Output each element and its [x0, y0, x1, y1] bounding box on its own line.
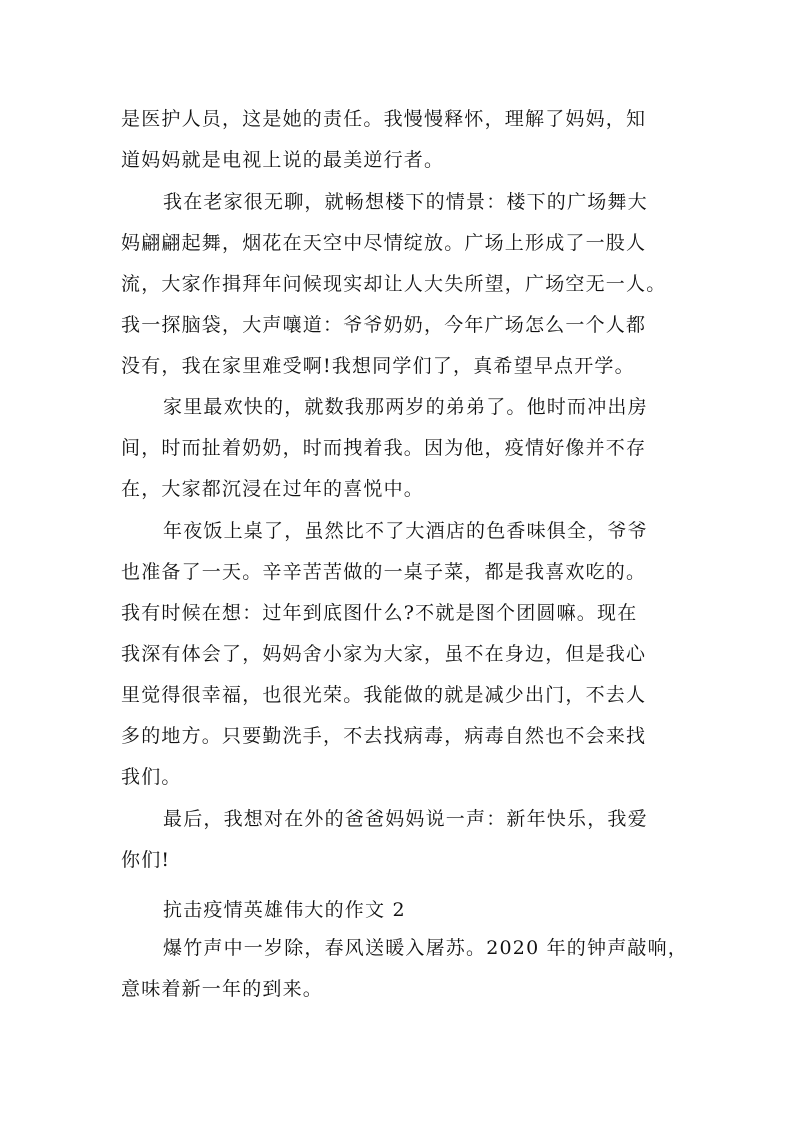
text-line: 你们!	[121, 849, 171, 871]
text-line: 意味着新一年的到来。	[121, 978, 324, 1000]
section-heading: 抗击疫情英雄伟大的作文 2	[163, 899, 406, 921]
text-line: 最后，我想对在外的爸爸妈妈说一声：新年快乐，我爱	[163, 808, 648, 830]
text-line: 我在老家很无聊，就畅想楼下的情景：楼下的广场舞大	[163, 191, 648, 213]
text-line: 年夜饭上桌了，虽然比不了大酒店的色香味俱全，爷爷	[163, 520, 648, 542]
text-line: 里觉得很幸福，也很光荣。我能做的就是减少出门，不去人	[121, 684, 647, 706]
text-line: 我一探脑袋，大声嚷道：爷爷奶奶，今年广场怎么一个人都	[121, 314, 647, 336]
text-line: 是医护人员，这是她的责任。我慢慢释怀，理解了妈妈，知	[121, 108, 647, 130]
text-line: 流，大家作揖拜年问候现实却让人大失所望，广场空无一人。	[121, 273, 667, 295]
text-line: 我深有体会了，妈妈舍小家为大家，虽不在身边，但是我心	[121, 643, 647, 665]
text-line: 在，大家都沉浸在过年的喜悦中。	[121, 478, 425, 500]
text-line: 我们。	[121, 766, 182, 788]
text-line: 爆竹声中一岁除，春风送暖入屠苏。2020 年的钟声敲响，	[163, 937, 688, 959]
text-line: 多的地方。只要勤洗手，不去找病毒，病毒自然也不会来找	[121, 725, 647, 747]
text-line: 妈翩翩起舞，烟花在天空中尽情绽放。广场上形成了一股人	[121, 232, 647, 254]
text-line: 我有时候在想：过年到底图什么?不就是图个团圆嘛。现在	[121, 602, 638, 624]
text-line: 也准备了一天。辛辛苦苦做的一桌子菜，都是我喜欢吃的。	[121, 561, 647, 583]
text-line: 道妈妈就是电视上说的最美逆行者。	[121, 149, 445, 171]
text-line: 间，时而扯着奶奶，时而拽着我。因为他，疫情好像并不存	[121, 437, 647, 459]
text-line: 家里最欢快的，就数我那两岁的弟弟了。他时而冲出房	[163, 396, 648, 418]
text-line: 没有，我在家里难受啊!我想同学们了，真希望早点开学。	[121, 355, 635, 377]
